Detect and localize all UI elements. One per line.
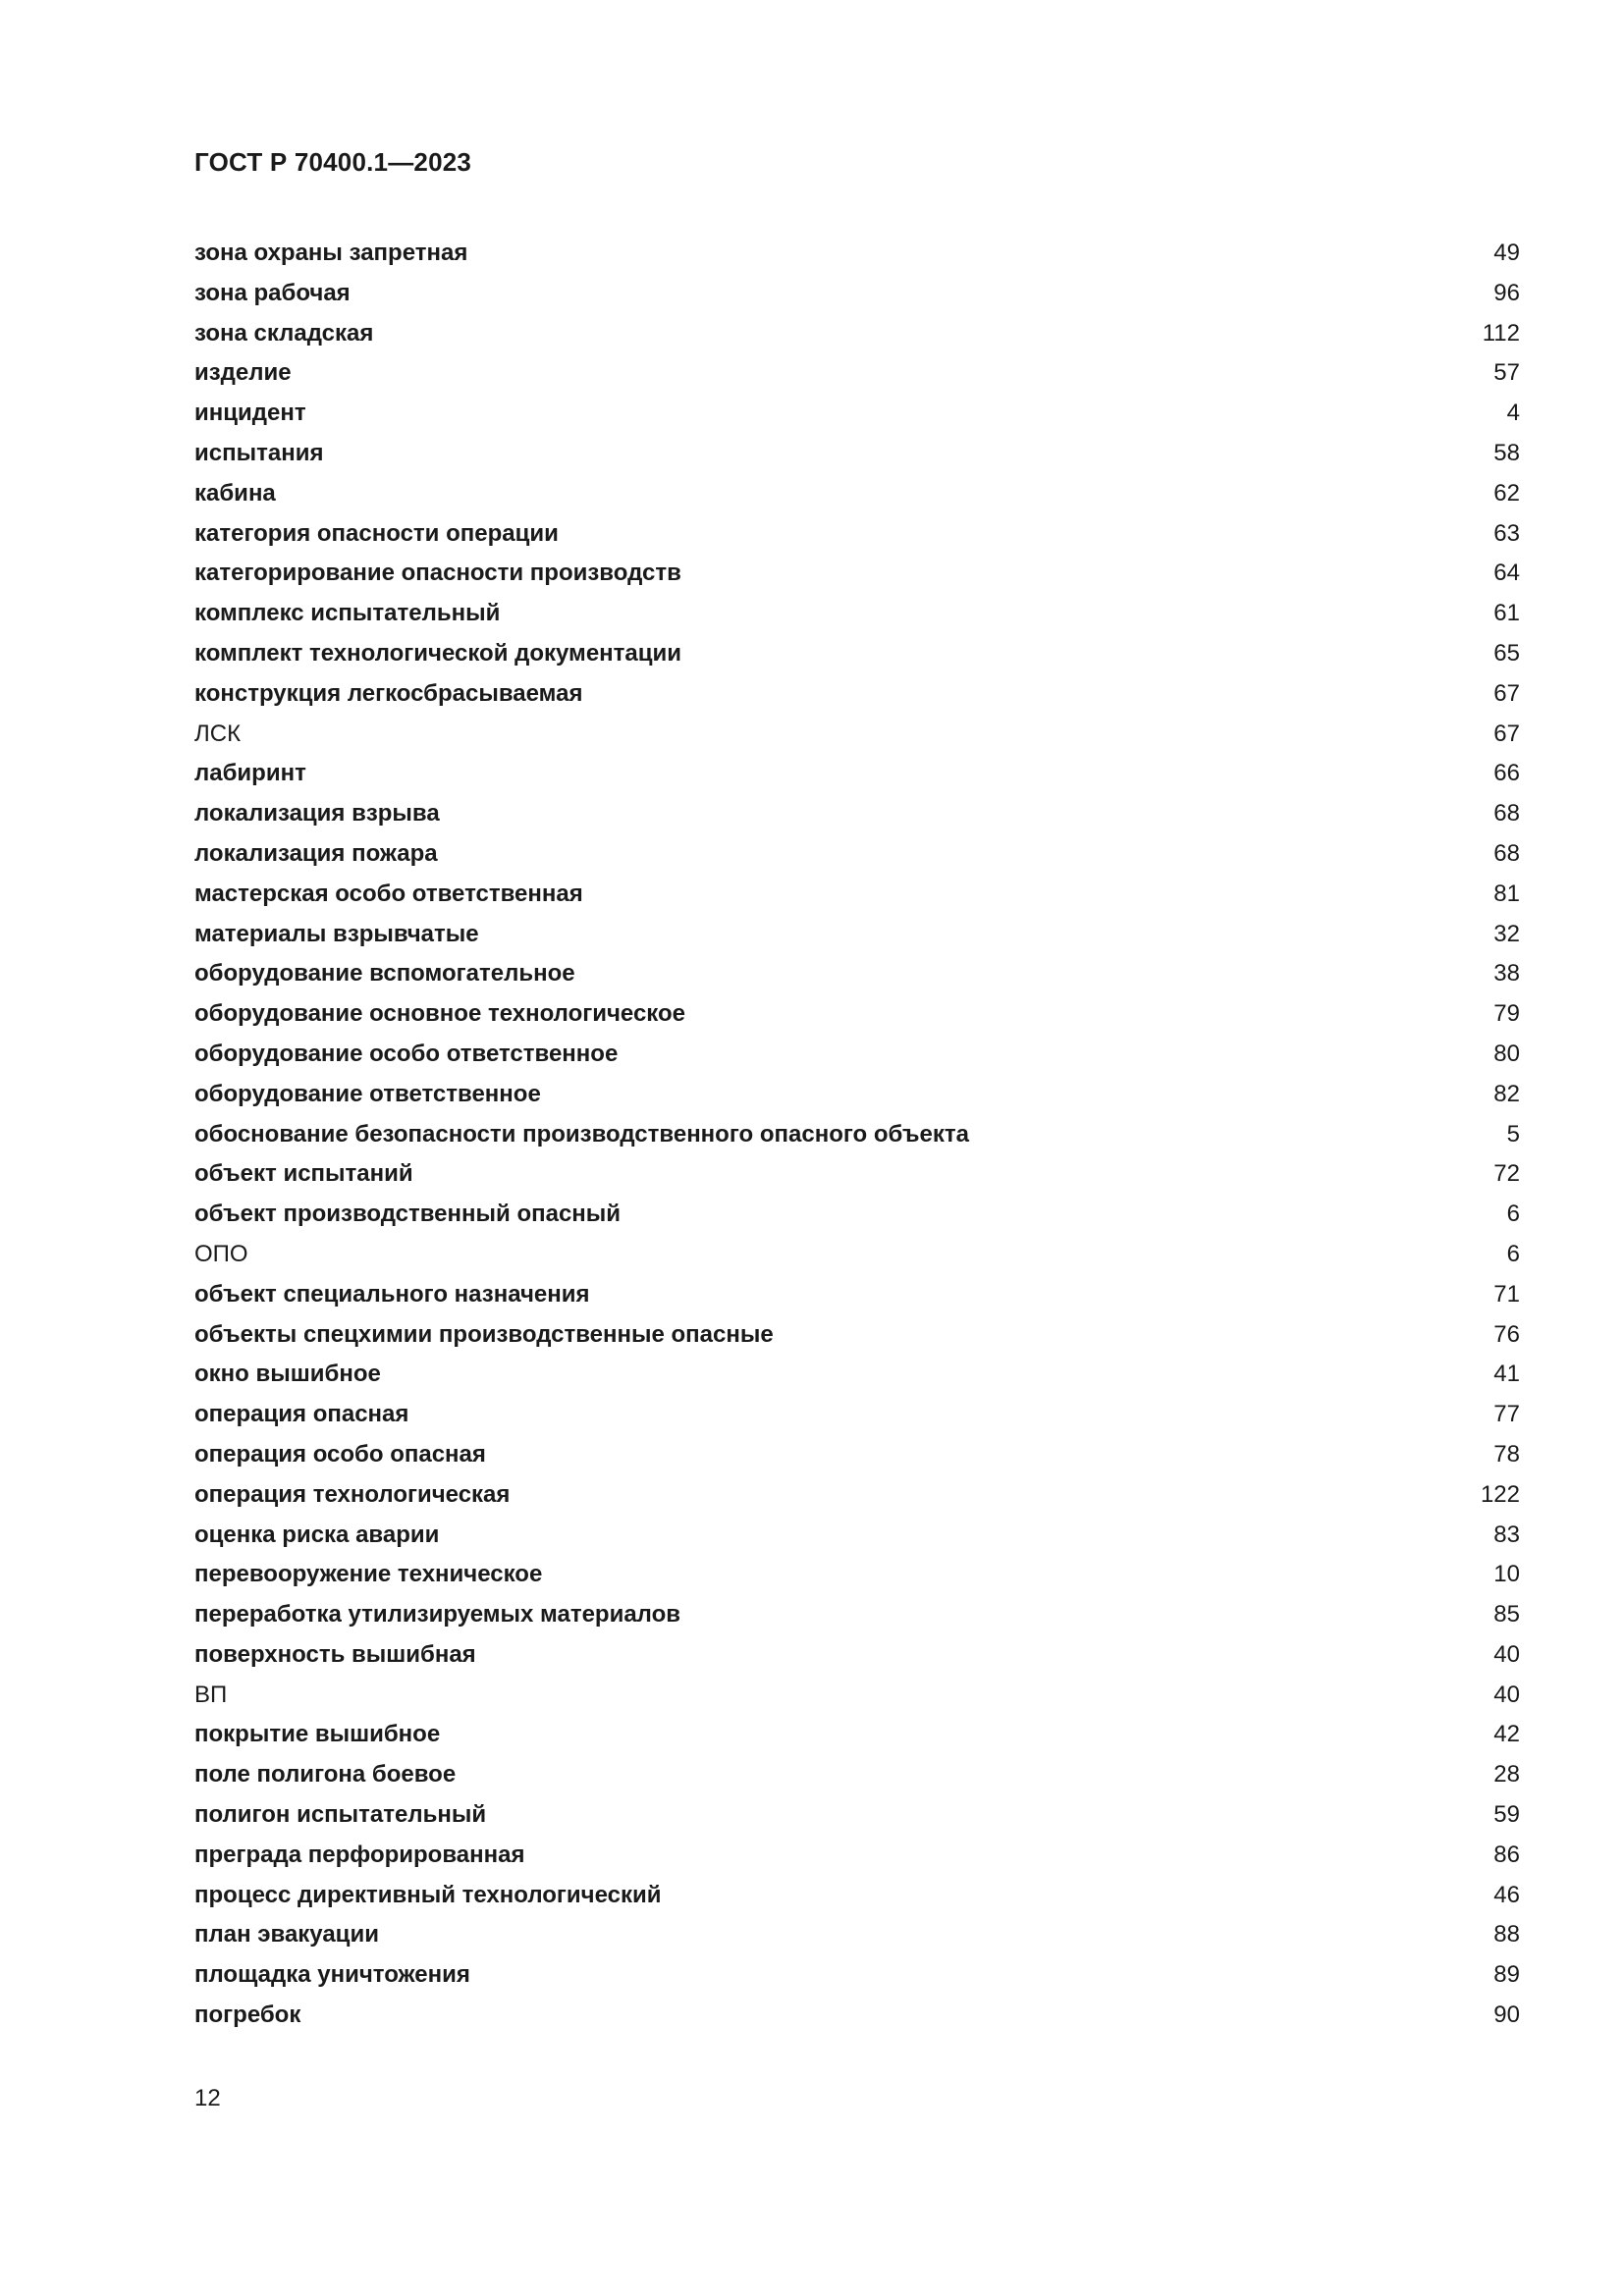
index-term-number: 61 (1493, 600, 1520, 627)
index-term-number: 90 (1493, 2002, 1520, 2029)
index-term-number: 32 (1493, 920, 1520, 947)
index-term: инцидент (194, 400, 306, 427)
index-term-number: 85 (1493, 1601, 1520, 1629)
index-term-number: 28 (1493, 1761, 1520, 1789)
index-entry (194, 436, 1520, 476)
index-entry (194, 796, 1520, 836)
index-term: операция опасная (194, 1401, 409, 1428)
index-entry (194, 1277, 1520, 1317)
index-term-number: 68 (1493, 839, 1520, 867)
index-term: оборудование основное технологическое (194, 1000, 686, 1028)
index-term-number: 76 (1493, 1320, 1520, 1348)
index-entry (194, 1838, 1520, 1878)
index-term: обоснование безопасности производственного опасного объекта (194, 1120, 969, 1148)
index-entry (194, 636, 1520, 676)
index-term-number: 83 (1493, 1521, 1520, 1548)
index-term: площадка уничтожения (194, 1961, 470, 1989)
index-term: зона охраны запретная (194, 240, 468, 266)
index-entry (194, 1037, 1520, 1077)
index-term: категорирование опасности производств (194, 560, 681, 587)
index-term-number: 62 (1493, 479, 1520, 507)
index-term-number: 6 (1506, 1240, 1520, 1267)
index-entry (194, 1757, 1520, 1797)
index-term: изделие (194, 359, 292, 387)
index-term: объект специального назначения (194, 1280, 590, 1308)
index-term: полигон испытательный (194, 1801, 487, 1829)
index-term: лабиринт (194, 760, 306, 787)
index-entry (194, 1797, 1520, 1838)
index-entry (194, 1917, 1520, 1957)
index-term-number: 5 (1506, 1120, 1520, 1148)
index-term-number: 96 (1493, 279, 1520, 306)
index-term-number: 42 (1493, 1721, 1520, 1748)
index-term: оборудование особо ответственное (194, 1040, 619, 1067)
index-term-number: 57 (1493, 359, 1520, 387)
index-term-number: 38 (1493, 960, 1520, 988)
index-term-number: 65 (1493, 639, 1520, 667)
index-entry (194, 556, 1520, 596)
index-term: объекты спецхимии производственные опасные (194, 1320, 774, 1348)
index-entry (194, 476, 1520, 516)
index-term-number: 77 (1493, 1401, 1520, 1428)
index-entry (194, 1477, 1520, 1518)
index-entry (194, 1597, 1520, 1637)
index-term: зона складская (194, 319, 374, 347)
index-term-number: 71 (1493, 1280, 1520, 1308)
index-term-number: 112 (1482, 319, 1520, 347)
index-term-number: 58 (1493, 439, 1520, 466)
page-number: 12 (194, 2085, 221, 2111)
index-term: конструкция легкосбрасываемая (194, 679, 583, 707)
index-term-number: 6 (1506, 1201, 1520, 1228)
index-entry (194, 1437, 1520, 1477)
index-entry (194, 717, 1520, 757)
index-term-number: 122 (1480, 1480, 1520, 1508)
index-term: локализация взрыва (194, 800, 440, 828)
index-term-number: 81 (1493, 880, 1520, 907)
index-term: процесс директивный технологический (194, 1881, 662, 1908)
page-header (194, 147, 471, 178)
index-abbreviation: ЛСК (194, 720, 242, 747)
index-term: план эвакуации (194, 1921, 379, 1949)
index-term: категория опасности операции (194, 519, 559, 547)
index-entry (194, 1357, 1520, 1397)
index-term-number: 10 (1493, 1561, 1520, 1588)
index-entry (194, 1156, 1520, 1197)
index-term: перевооружение техническое (194, 1561, 543, 1588)
index-term: поверхность вышибная (194, 1640, 476, 1668)
index-term: оборудование вспомогательное (194, 960, 575, 988)
index-entry (194, 516, 1520, 557)
index-term-number: 40 (1493, 1640, 1520, 1668)
index-term-number: 82 (1493, 1080, 1520, 1107)
index-term: комплект технологической документации (194, 639, 682, 667)
index-term-number: 68 (1493, 800, 1520, 828)
index-term: мастерская особо ответственная (194, 880, 583, 907)
index-entry (194, 996, 1520, 1037)
index-entry (194, 1717, 1520, 1757)
index-term-number: 79 (1493, 1000, 1520, 1028)
index-entry (194, 1998, 1520, 2038)
index-term-number: 41 (1493, 1361, 1520, 1388)
index-entry (194, 1237, 1520, 1277)
index-entry (194, 756, 1520, 796)
index-abbreviation: ОПО (194, 1240, 248, 1267)
index-entry (194, 1678, 1520, 1718)
index-term: окно вышибное (194, 1361, 381, 1388)
index-term-number: 86 (1493, 1841, 1520, 1868)
index-entry (194, 355, 1520, 396)
index-entry (194, 877, 1520, 917)
index-term-number: 40 (1493, 1681, 1520, 1708)
index-term: операция особо опасная (194, 1440, 486, 1468)
index-term: объект производственный опасный (194, 1201, 622, 1228)
index-entry (194, 956, 1520, 996)
index-entry (194, 1317, 1520, 1358)
standard-designation: ГОСТ Р 70400.1—2023 (194, 147, 472, 177)
index-term: операция технологическая (194, 1480, 511, 1508)
index-term-number: 66 (1493, 760, 1520, 787)
index-entry (194, 236, 1520, 276)
index-term-number: 88 (1493, 1921, 1520, 1949)
index-term: поле полигона боевое (194, 1761, 457, 1789)
index-entry (194, 1518, 1520, 1558)
index-entry (194, 1077, 1520, 1117)
index-term: зона рабочая (194, 279, 351, 306)
index-term-number: 78 (1493, 1440, 1520, 1468)
index-entry (194, 276, 1520, 316)
index-term: испытания (194, 439, 324, 466)
index-term-number: 67 (1493, 720, 1520, 747)
index-term: погребок (194, 2002, 301, 2029)
index-entry (194, 836, 1520, 877)
index-term: материалы взрывчатые (194, 920, 479, 947)
index-entry (194, 316, 1520, 356)
index-term: локализация пожара (194, 839, 438, 867)
index-term-number: 46 (1493, 1881, 1520, 1908)
index-entry (194, 1637, 1520, 1678)
index-term: объект испытаний (194, 1160, 413, 1188)
index-term-number: 63 (1493, 519, 1520, 547)
index-term: преграда перфорированная (194, 1841, 525, 1868)
alphabetical-index (194, 236, 1520, 2038)
index-term: комплекс испытательный (194, 600, 501, 627)
index-term: переработка утилизируемых материалов (194, 1601, 681, 1629)
index-entry (194, 1557, 1520, 1597)
index-entry (194, 676, 1520, 717)
index-term-number: 89 (1493, 1961, 1520, 1989)
index-term-number: 59 (1493, 1801, 1520, 1829)
index-entry (194, 1117, 1520, 1157)
index-entry (194, 1397, 1520, 1437)
index-term: кабина (194, 479, 276, 507)
index-term-number: 64 (1493, 560, 1520, 587)
index-term-number: 80 (1493, 1040, 1520, 1067)
index-term-number: 49 (1493, 240, 1520, 266)
index-entry (194, 1197, 1520, 1237)
index-abbreviation: ВП (194, 1681, 228, 1708)
index-entry (194, 1957, 1520, 1998)
index-entry (194, 917, 1520, 957)
index-term-number: 4 (1506, 400, 1520, 427)
index-term-number: 67 (1493, 679, 1520, 707)
index-term-number: 72 (1493, 1160, 1520, 1188)
index-term: покрытие вышибное (194, 1721, 441, 1748)
index-entry (194, 1878, 1520, 1918)
index-term: оборудование ответственное (194, 1080, 541, 1107)
index-entry (194, 596, 1520, 636)
index-term: оценка риска аварии (194, 1521, 440, 1548)
index-entry (194, 396, 1520, 436)
